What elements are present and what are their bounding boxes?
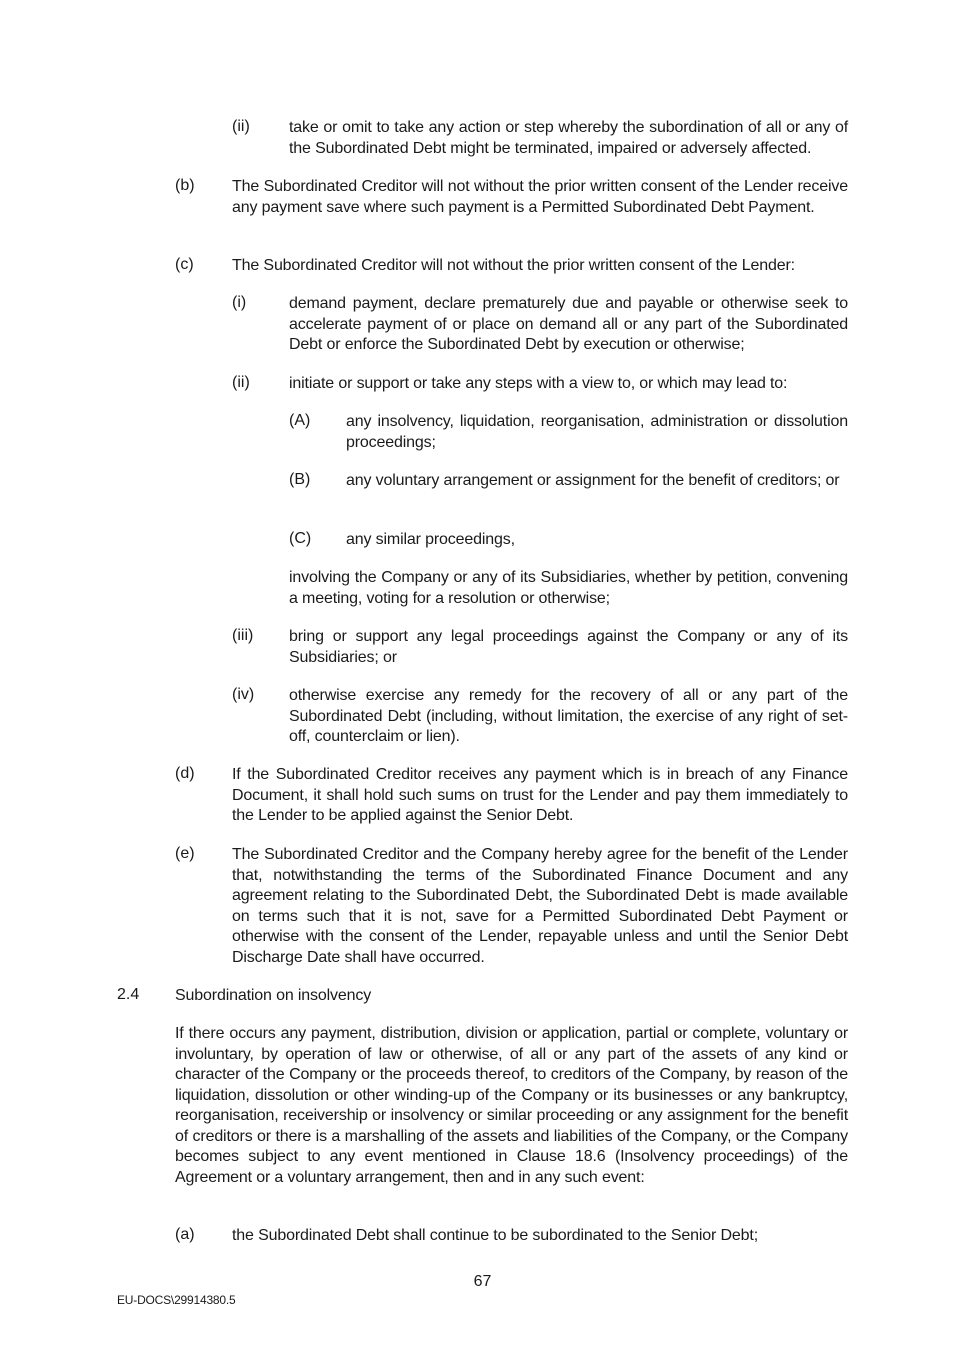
clause-label: (d) xyxy=(175,765,195,782)
clause-text: any similar proceedings, xyxy=(346,531,515,548)
clause-d xyxy=(175,765,848,827)
clause-label: (i) xyxy=(232,294,247,311)
clause-c xyxy=(175,256,848,277)
section-title: Subordination on insolvency xyxy=(175,987,372,1004)
clause-label: (e) xyxy=(175,845,195,862)
clause-text: The Subordinated Creditor will not without the prior written consent of the Lender receive any payment save where such payment is a Permitted Subordinated Debt Payment. xyxy=(232,178,848,216)
clause-e xyxy=(175,845,848,968)
clause-c-ii-prev xyxy=(232,118,848,159)
clause-text: any insolvency, liquidation, reorganisation, administration or dissolution proceedings; xyxy=(346,413,848,451)
section-2-4-body xyxy=(175,1024,848,1188)
clause-label: (B) xyxy=(289,471,311,488)
clause-c-ii-b xyxy=(289,471,848,492)
section-2-4-a xyxy=(175,1226,848,1247)
clause-text: initiate or support or take any steps with a view to, or which may lead to: xyxy=(289,375,788,392)
clause-text: If the Subordinated Creditor receives any payment which is in breach of any Finance Document, it shall hold such sums on trust for the Lender and pay them immediately to the Lender to be applied against the Senior Debt. xyxy=(232,766,848,824)
clause-b xyxy=(175,177,848,218)
section-2-4-heading xyxy=(117,986,848,1007)
clause-label: (iv) xyxy=(232,686,255,703)
clause-c-ii-tail xyxy=(289,568,848,609)
clause-label: (C) xyxy=(289,530,312,547)
section-number: 2.4 xyxy=(117,986,140,1003)
clause-text: bring or support any legal proceedings against the Company or any of its Subsidiaries; or xyxy=(289,628,848,666)
clause-text: otherwise exercise any remedy for the recovery of all or any part of the Subordinated Debt (including, without limitation, the exercise of any right of set-off, counterclaim or lien). xyxy=(289,687,848,745)
clause-label: (A) xyxy=(289,412,311,429)
clause-c-ii-a xyxy=(289,412,848,453)
clause-label: (iii) xyxy=(232,627,254,644)
clause-text: take or omit to take any action or step whereby the subordination of all or any of the Subordinated Debt might be terminated, impaired or adversely affected. xyxy=(289,119,848,157)
clause-text: involving the Company or any of its Subsidiaries, whether by petition, convening a meeting, voting for a resolution or otherwise; xyxy=(289,569,848,607)
clause-label: (ii) xyxy=(232,374,250,391)
clause-c-iii xyxy=(232,627,848,668)
document-reference: EU-DOCS\29914380.5 xyxy=(117,1293,236,1307)
page-number: 67 xyxy=(473,1273,492,1290)
clause-text: demand payment, declare prematurely due and payable or otherwise seek to accelerate payment of or place on demand all or any part of the Subordinated Debt or enforce the Subordinated Debt by execution or otherwise; xyxy=(289,295,848,353)
clause-text: any voluntary arrangement or assignment for the benefit of creditors; or xyxy=(346,472,840,489)
clause-text: The Subordinated Creditor will not without the prior written consent of the Lender: xyxy=(232,257,795,274)
clause-text: The Subordinated Creditor and the Company hereby agree for the benefit of the Lender that, notwithstanding the terms of the Subordinated Finance Document and any agreement relating to the Subordinated Debt, the Subordinated Debt is made available on terms such that it is not, save for a Permitted Subordinated Debt Payment or otherwise with the consent of the Lender, repayable unless and until the Senior Debt Discharge Date shall have occurred. xyxy=(232,846,848,966)
clause-c-i xyxy=(232,294,848,356)
clause-label: (a) xyxy=(175,1226,195,1243)
clause-c-ii xyxy=(232,374,848,395)
clause-c-iv xyxy=(232,686,848,748)
clause-c-ii-c xyxy=(289,530,848,551)
section-text: If there occurs any payment, distribution, division or application, partial or complete, voluntary or involuntary, by operation of law or otherwise, of all or any part of the assets of any kind or character of the Company or the proceeds thereof, to creditors of the Company, by reason of the liquidation, dissolution or other winding-up of the Company or its businesses or any bankruptcy, reorganisation, receivership or insolvency or similar proceeding or any assignment for the benefit of creditors or there is a marshalling of the assets and liabilities of the Company, or the Company becomes subject to any event mentioned in Clause 18.6 (Insolvency proceedings) of the Agreement or a voluntary arrangement, then and in any such event: xyxy=(175,1025,848,1186)
clause-label: (b) xyxy=(175,177,195,194)
clause-label: (ii) xyxy=(232,118,250,135)
clause-text: the Subordinated Debt shall continue to be subordinated to the Senior Debt; xyxy=(232,1227,759,1244)
clause-label: (c) xyxy=(175,256,194,273)
